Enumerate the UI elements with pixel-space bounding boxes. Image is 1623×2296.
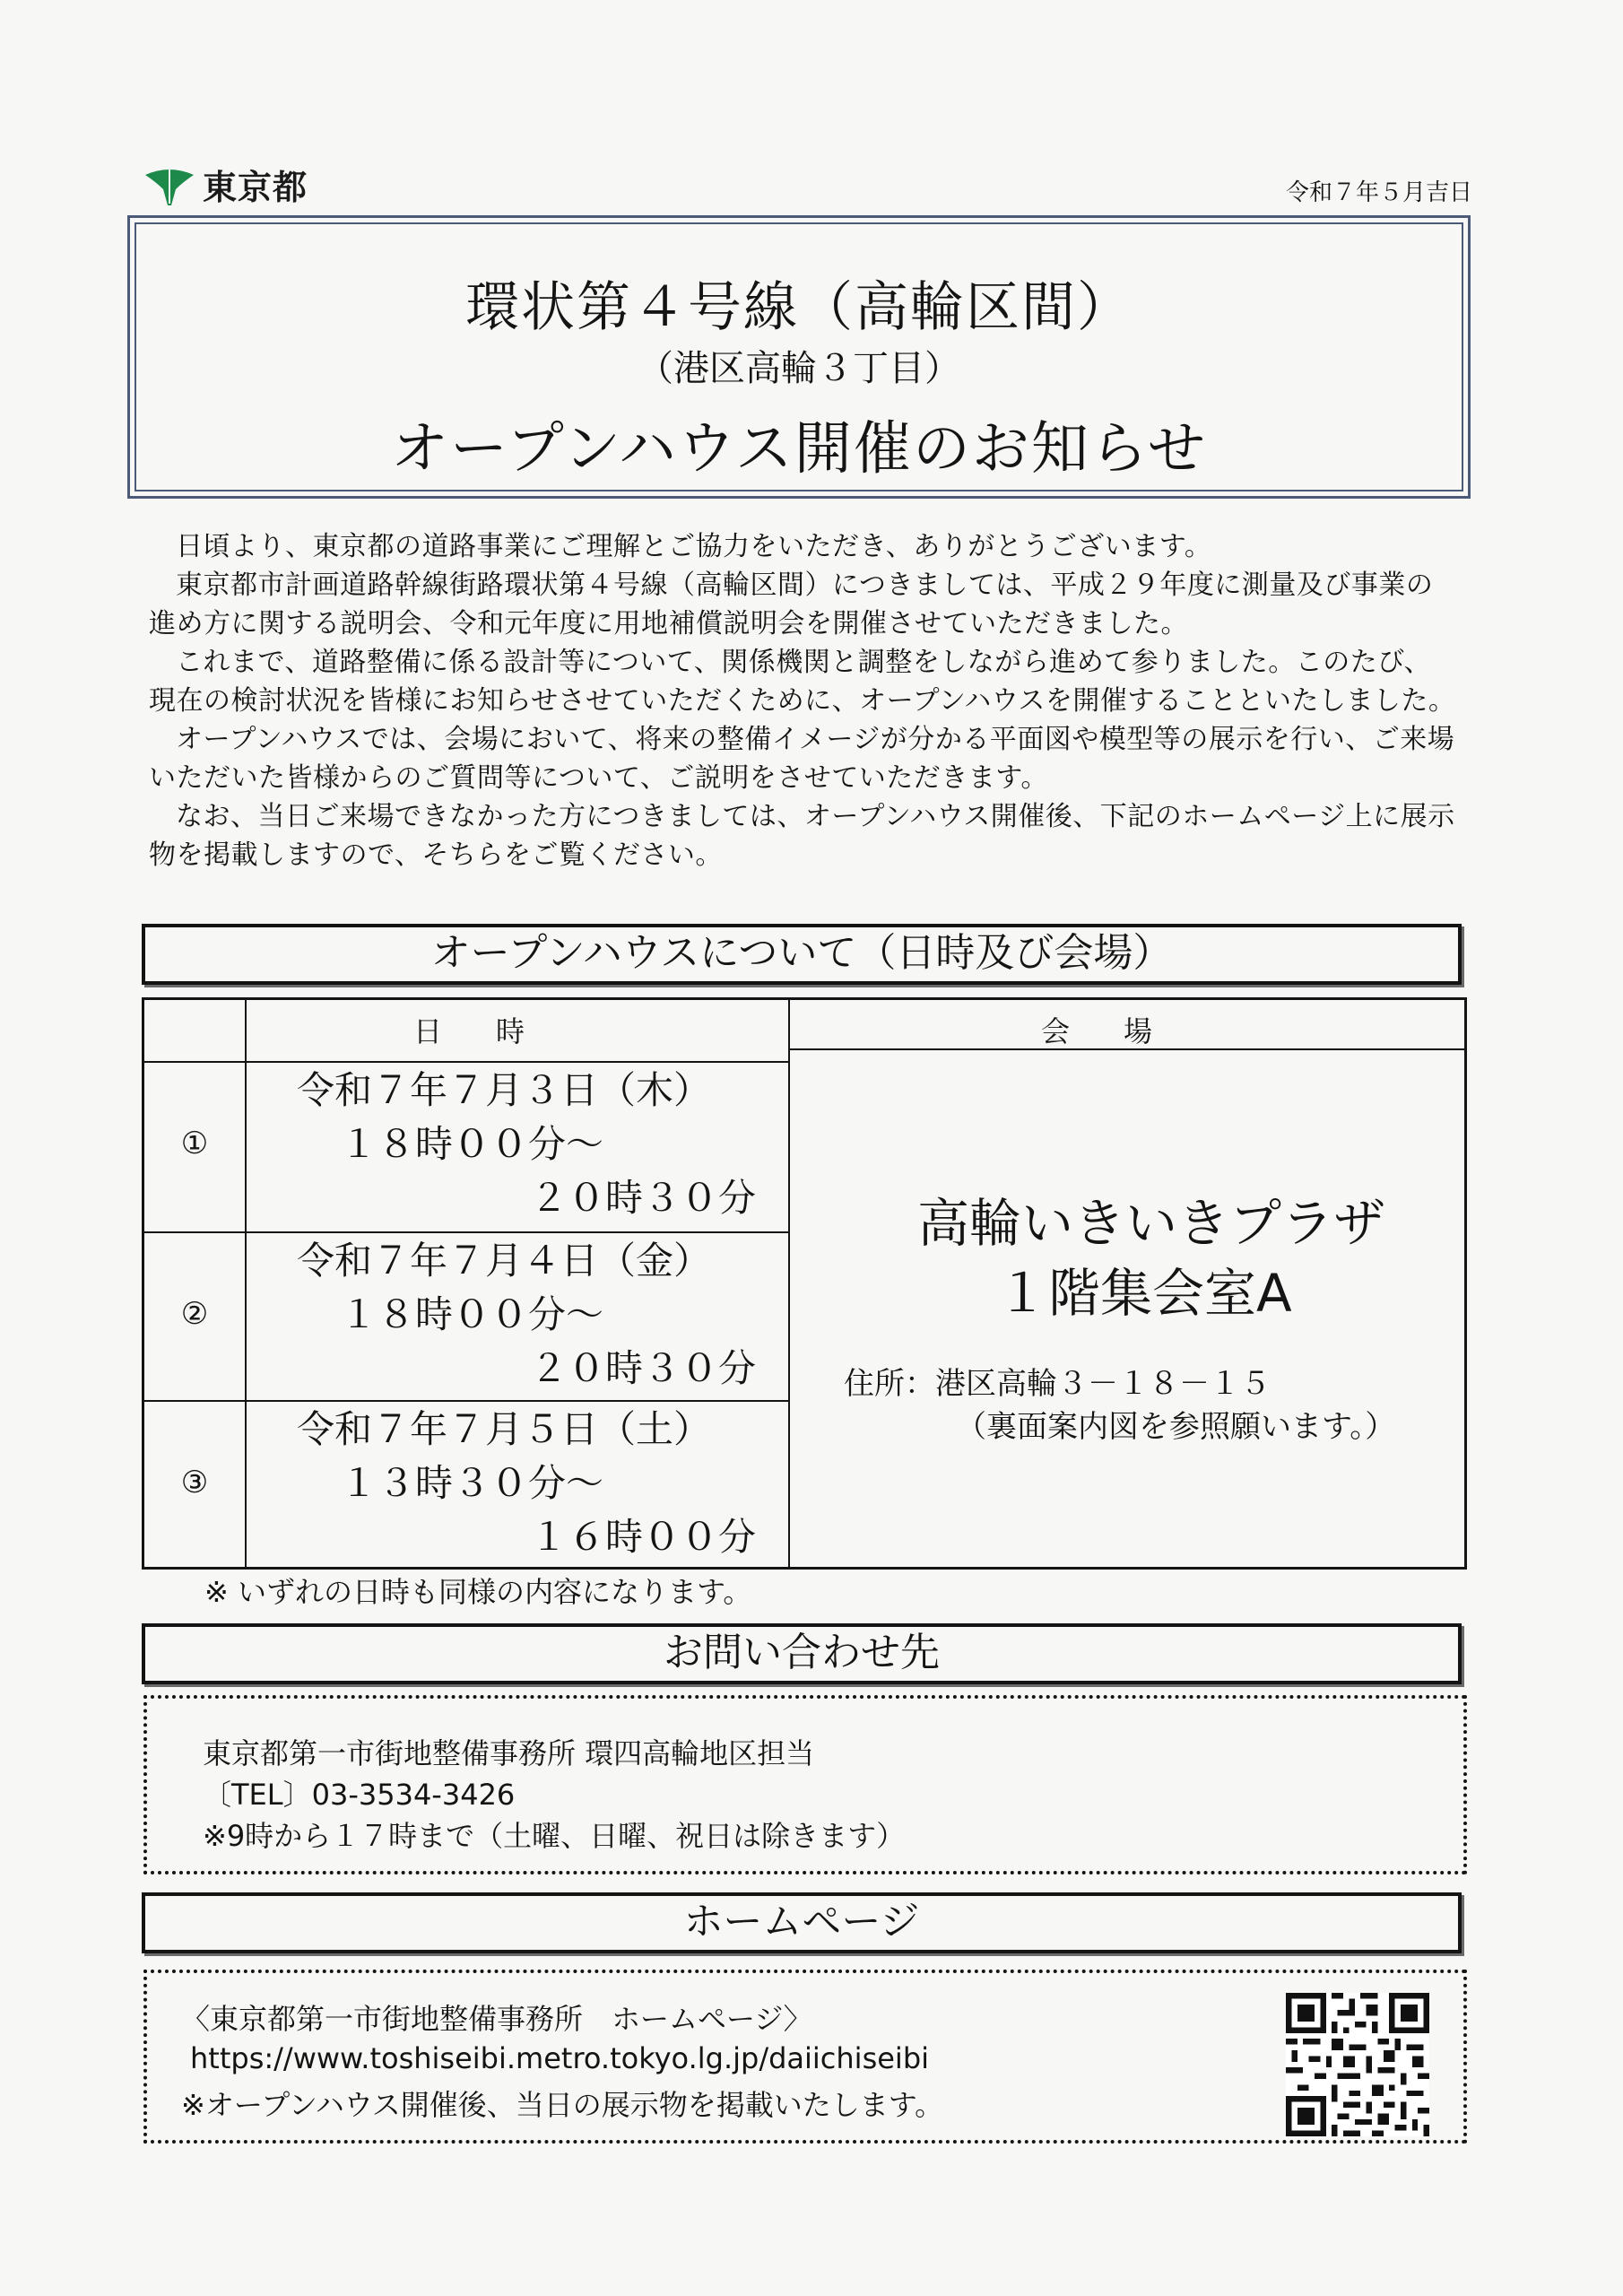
venue-room: １階集会室A [996, 1263, 1292, 1324]
schedule-table [142, 997, 1467, 1570]
contact-office: 東京都第一市街地整備事務所 環四高輪地区担当 [203, 1736, 815, 1770]
homepage-note: ※オープンハウス開催後、当日の展示物を掲載いたします。 [181, 2088, 944, 2122]
session-start: １８時００分～ [340, 1292, 604, 1336]
contact-heading: お問い合わせ先 [142, 1623, 1462, 1684]
schedule-note: ※ いずれの日時も同様の内容になります。 [204, 1575, 752, 1609]
contact-tel: 〔TEL〕03-3534-3426 [203, 1778, 516, 1812]
ginkgo-leaf-icon [143, 162, 195, 207]
session-start: １３時３０分～ [340, 1461, 604, 1505]
session-number: ② [180, 1296, 209, 1332]
homepage-box [143, 1970, 1467, 2144]
homepage-url[interactable]: https://www.toshiseibi.metro.tokyo.lg.jp/daiichiseibi [190, 2041, 930, 2075]
session-date: 令和７年７月３日（木） [297, 1068, 712, 1112]
title-line3: オープンハウス開催のお知らせ [391, 416, 1207, 483]
intro-paragraph: これまで、道路整備に係る設計等について、関係機関と調整をしながら進めて参りました。このたび、現在の検討状況を皆様にお知らせさせていただくために、オープンハウスを開催することといたしました。 [149, 647, 1456, 717]
homepage-heading: ホームページ [142, 1892, 1462, 1953]
tokyo-logo [143, 160, 308, 209]
session-date: 令和７年７月５日（土） [297, 1407, 712, 1451]
session-end: ２０時３０分 [530, 1176, 757, 1220]
session-number: ① [180, 1126, 209, 1161]
session-end: ２０時３０分 [530, 1346, 757, 1390]
intro-paragraph: 東京都市計画道路幹線街路環状第４号線（高輪区間）につきましては、平成２９年度に測量及び事業の進め方に関する説明会、令和元年度に用地補償説明会を開催させていただきました。 [149, 570, 1434, 639]
title-line1: 環状第４号線（高輪区間） [465, 276, 1133, 339]
title-line2: （港区高輪３丁目） [638, 348, 960, 389]
venue-map-note: （裏面案内図を参照願います。） [956, 1409, 1396, 1445]
homepage-label: 〈東京都第一市街地整備事務所 ホームページ〉 [181, 2002, 812, 2036]
session-end: １６時００分 [530, 1515, 757, 1559]
venue-name: 高輪いきいきプラザ [917, 1193, 1386, 1254]
session-number: ③ [180, 1465, 209, 1500]
contact-box [143, 1695, 1467, 1874]
intro-text [149, 527, 1458, 874]
intro-paragraph: 日頃より、東京都の道路事業にご理解とご協力をいただき、ありがとうございます。 [176, 531, 1212, 562]
issue-date: 令和７年５月吉日 [1285, 179, 1472, 206]
venue-address: 住所：港区高輪３－１８－１５ [844, 1366, 1271, 1402]
session-date: 令和７年７月４日（金） [297, 1239, 712, 1283]
session-start: １８時００分～ [340, 1122, 604, 1166]
col-datetime-header: 日時 [413, 1014, 579, 1048]
intro-paragraph: なお、当日ご来場できなかった方につきましては、オープンハウス開催後、下記のホームページ上に展示物を掲載しますので、そちらをご覧ください。 [149, 801, 1455, 871]
schedule-heading: オープンハウスについて（日時及び会場） [142, 924, 1462, 985]
title-box [127, 215, 1471, 499]
contact-hours: ※9時から１７時まで（土曜、日曜、祝日は除きます） [203, 1819, 906, 1853]
qr-code-icon[interactable] [1286, 1993, 1429, 2136]
intro-paragraph: オープンハウスでは、会場において、将来の整備イメージが分かる平面図や模型等の展示を行い、ご来場いただいた皆様からのご質問等について、ご説明をさせていただきます。 [149, 724, 1455, 794]
col-venue-header: 会場 [1041, 1014, 1207, 1048]
org-name: 東京都 [203, 168, 308, 207]
